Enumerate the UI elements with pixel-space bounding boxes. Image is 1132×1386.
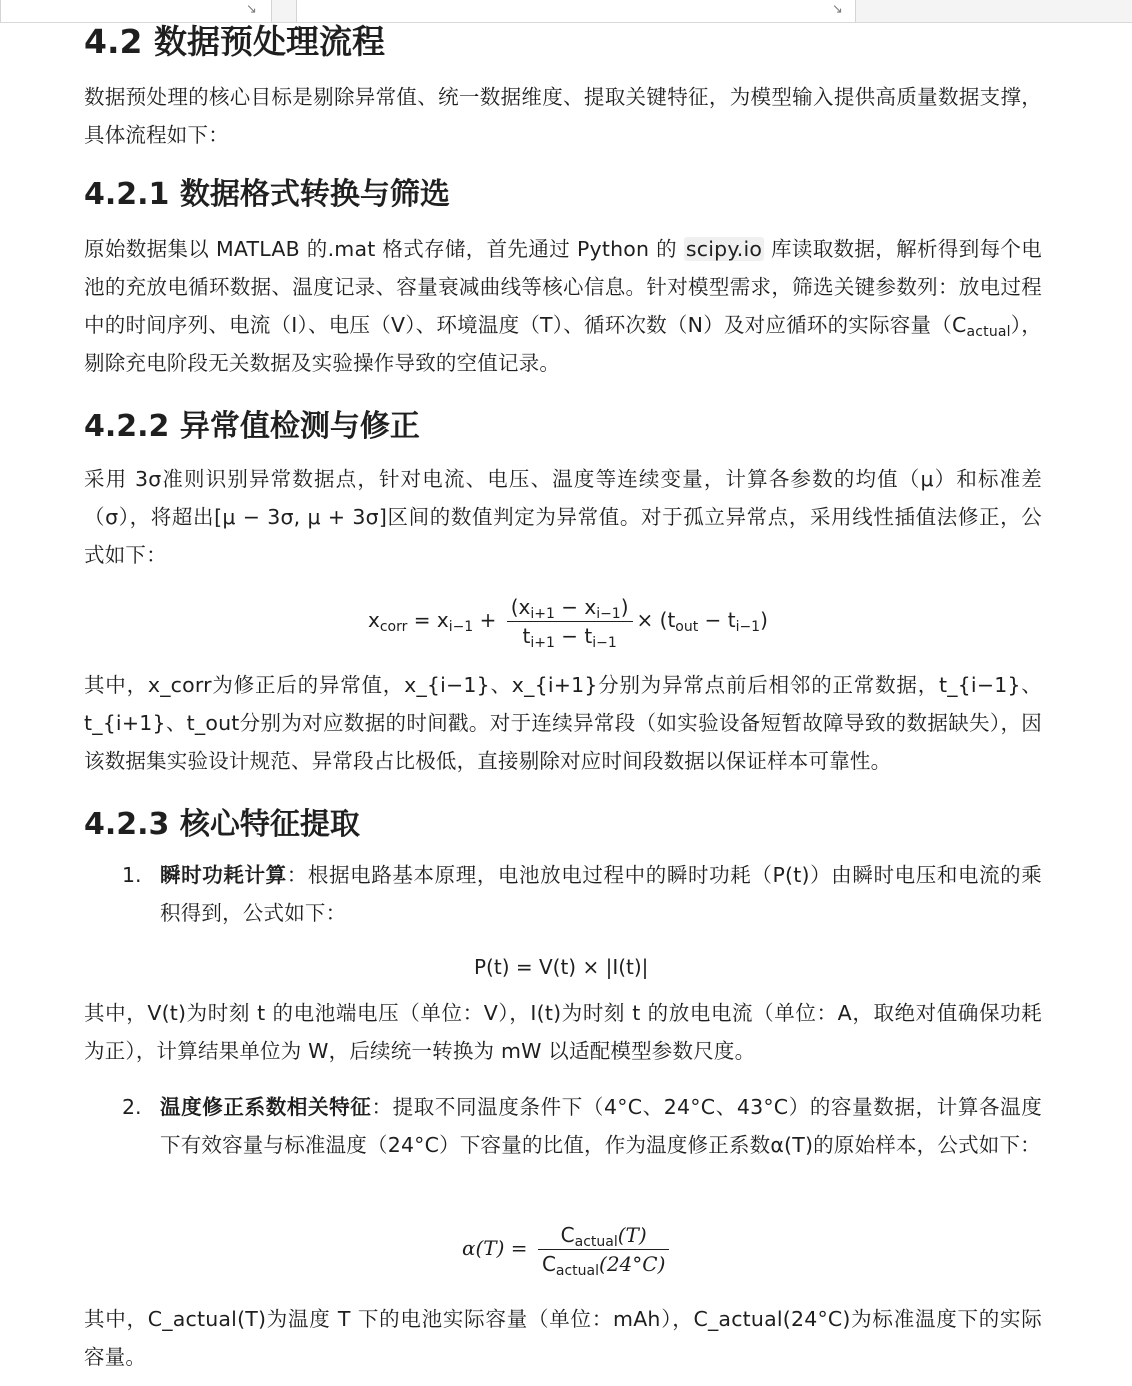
formula-sub: out bbox=[675, 619, 699, 635]
list-item-title: 瞬时功耗计算 bbox=[160, 863, 287, 887]
formula-sub: i−1 bbox=[592, 635, 617, 651]
formula-power: P(t) = V(t) × |I(t)| bbox=[474, 955, 649, 979]
formula-sub: actual bbox=[574, 1234, 618, 1250]
formula-term: − x bbox=[554, 595, 597, 619]
list-item-title: 温度修正系数相关特征 bbox=[160, 1095, 372, 1119]
paragraph-interpolation-notes: 其中，x_corr为修正后的异常值，x_{i−1}、x_{i+1}分别为异常点前后相邻的正常数据，t_{i−1}、t_{i+1}、t_out分别为对应数据的时间戳。对于连续异常段（如实验设备短暂故障导致的数据缺失），因该数据集实验设计规范、异常段占比极低，直接剔除对应时间段数据以保证样本可靠性。 bbox=[84, 673, 1042, 773]
formula-fraction bbox=[507, 594, 633, 649]
paragraph-power-notes: 其中，V(t)为时刻 t 的电池端电压（单位：V），I(t)为时刻 t 的放电电流（单位：A，取绝对值确保功耗为正），计算结果单位为 W，后续统一转换为 mW 以适配模型参数尺度。 bbox=[84, 1001, 1042, 1063]
list-item-text: ：根据电路基本原理，电池放电过程中的瞬时功耗（P(t)）由瞬时电压和电流的乘积得到，公式如下： bbox=[160, 863, 1043, 925]
inline-code: scipy.io bbox=[685, 237, 763, 261]
fraction-numerator bbox=[538, 1222, 669, 1250]
formula-term: C bbox=[541, 1252, 556, 1276]
formula-term: x bbox=[368, 608, 380, 632]
paragraph-4-2-1 bbox=[84, 230, 1042, 382]
formula-term: ) bbox=[620, 595, 629, 619]
paragraph-4-2-2: 采用 3σ准则识别异常数据点，针对电流、电压、温度等连续变量，计算各参数的均值（μ）和标准差（σ），将超出[μ − 3σ, μ + 3σ]区间的数值判定为异常值。对于孤立异常点，采用线性插值法修正，公式如下： bbox=[84, 467, 1042, 567]
formula-sub: actual bbox=[555, 1263, 600, 1279]
list-item-text: ：提取不同温度条件下（4°C、24°C、43°C）的容量数据，计算各温度下有效容量与标准温度（24°C）下容量的比值，作为温度修正系数α(T)的原始样本，公式如下： bbox=[160, 1095, 1043, 1157]
page-left-edge bbox=[0, 0, 272, 22]
heading-4-2-1: 4.2.1 数据格式转换与筛选 bbox=[84, 177, 450, 212]
paragraph-intro: 数据预处理的核心目标是剔除异常值、统一数据维度、提取关键特征，为模型输入提供高质量数据支撑，具体流程如下： bbox=[84, 85, 1042, 147]
formula-term: ) bbox=[760, 608, 768, 632]
formula-term: × (t bbox=[636, 608, 676, 632]
list-number: 1. bbox=[122, 863, 142, 887]
formula-sub: i−1 bbox=[448, 619, 474, 635]
formula-sub: i+1 bbox=[530, 606, 555, 622]
formula-term: − t bbox=[554, 624, 593, 648]
corner-marker-left-icon: ↘ bbox=[246, 2, 257, 17]
heading-4-2-3: 4.2.3 核心特征提取 bbox=[84, 807, 360, 842]
formula-term: α(T) = bbox=[462, 1236, 534, 1260]
paragraph-text: 库读取数据，解析得到每个电池的充放电循环数据、温度记录、容量衰减曲线等核心信息。针对模型需求，筛选关键参数列：放电过程中的时间序列、电流（I）、电压（V）、环境温度（T）、循环次数（N）及对应循环的实际容量（C bbox=[84, 237, 1042, 337]
formula-term: + bbox=[473, 608, 503, 632]
formula-term: t bbox=[522, 624, 531, 648]
formula-term: (x bbox=[510, 595, 531, 619]
page-strip bbox=[0, 0, 1132, 23]
fraction-denominator bbox=[538, 1250, 669, 1277]
list-item-temperature bbox=[160, 1088, 1042, 1164]
formula-sub: i−1 bbox=[735, 619, 761, 635]
fraction-denominator bbox=[507, 622, 633, 649]
formula-interpolation bbox=[368, 594, 768, 649]
formula-sub: i+1 bbox=[530, 635, 555, 651]
formula-fraction bbox=[538, 1222, 669, 1277]
list-number: 2. bbox=[122, 1095, 142, 1119]
paragraph-temperature-notes: 其中，C_actual(T)为温度 T 下的电池实际容量（单位：mAh），C_actual(24°C)为标准温度下的实际容量。 bbox=[84, 1307, 1042, 1369]
formula-term: − t bbox=[698, 608, 736, 632]
formula-term: (T) bbox=[617, 1223, 647, 1247]
fraction-numerator bbox=[507, 594, 633, 622]
page-right-edge bbox=[296, 0, 856, 22]
subscript: actual bbox=[966, 324, 1011, 340]
paragraph-text: 原始数据集以 MATLAB 的.mat 格式存储，首先通过 Python 的 bbox=[84, 237, 684, 261]
formula-term: (24°C) bbox=[599, 1252, 666, 1276]
formula-sub: corr bbox=[379, 619, 408, 635]
formula-term: C bbox=[560, 1223, 575, 1247]
heading-4-2: 4.2 数据预处理流程 bbox=[84, 22, 385, 61]
formula-temperature-ratio bbox=[462, 1222, 673, 1277]
formula-term: = x bbox=[407, 608, 449, 632]
heading-4-2-2: 4.2.2 异常值检测与修正 bbox=[84, 409, 420, 444]
list-item-power bbox=[160, 856, 1042, 932]
corner-marker-right-icon: ↘ bbox=[832, 2, 843, 17]
paragraph-text: ），剔除充电阶段无关数据及实验操作导致的空值记录。 bbox=[84, 313, 1042, 375]
formula-sub: i−1 bbox=[596, 606, 621, 622]
